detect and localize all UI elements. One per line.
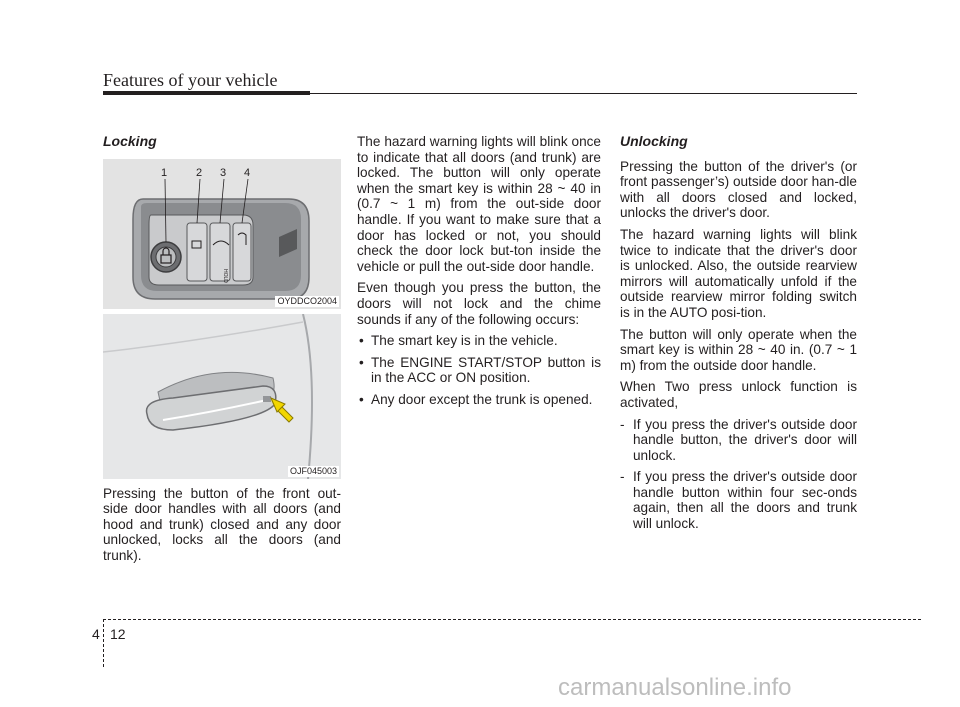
- chapter-number: 4: [92, 626, 100, 642]
- column-1: [103, 134, 341, 570]
- hold-label: HOLD: [222, 268, 228, 283]
- figure-code-handle: OJF045003: [289, 465, 337, 476]
- section-heading-unlocking: Unlocking: [620, 133, 688, 149]
- two-press-unlock-list: [620, 417, 857, 532]
- no-lock-conditions-list: [357, 333, 601, 407]
- header-rule-thin: [310, 93, 857, 94]
- watermark: carmanualsonline.info: [558, 674, 792, 701]
- locking-paragraph: Pressing the button of the front out-side door handles with all doors (and hood and trunk) closed and any door unlocked, locks all the doors (and trunk).: [103, 485, 341, 563]
- no-lock-conditions-paragraph: Even though you press the button, the doors will not lock and the chime sounds if any of the following occurs:: [357, 280, 601, 327]
- unlock-paragraph-4: When Two press unlock function is activated,: [620, 379, 857, 410]
- callout-4: 4: [244, 166, 251, 179]
- smart-key-figure: [103, 159, 341, 309]
- smart-key-illustration: [103, 159, 341, 309]
- column-2: [357, 134, 601, 414]
- unlock-paragraph-2: The hazard warning lights will blink twice to indicate that the driver's door is unlocked. Also, the outside rearview mirrors will automatically unfold if the outside rearview mirror folding switch is in the AUTO posi-tion.: [620, 226, 857, 320]
- list-item: • The smart key is in the vehicle.: [357, 333, 601, 349]
- list-item: • The ENGINE START/STOP button is in the ACC or ON position.: [357, 355, 601, 386]
- callout-3: 3: [220, 166, 227, 179]
- list-item: - If you press the driver's outside door handle button, the driver's door will unlock.: [620, 417, 857, 464]
- list-item: - If you press the driver's outside door handle button within four sec-onds again, then all the doors and trunk will unlock.: [620, 469, 857, 531]
- unlock-paragraph-3: The button will only operate when the smart key is within 28 ~ 40 in. (0.7 ~ 1 m) from the outside door handle.: [620, 326, 857, 373]
- footer-rule: [103, 619, 921, 620]
- door-handle-illustration: [103, 314, 341, 479]
- callout-2: 2: [196, 166, 203, 179]
- hazard-lock-paragraph: The hazard warning lights will blink once to indicate that all doors (and trunk) are locked. The button will only operate when the smart key is within 28 ~ 40 in (0.7 ~ 1 m) from the out-side door handle. If you want to make sure that a door has locked or not, you should check the door lock but-ton inside the vehicle or pull the out-side door handle.: [357, 134, 601, 274]
- callout-1: 1: [161, 166, 168, 179]
- page-header-title: Features of your vehicle: [103, 70, 278, 90]
- door-handle-figure: [103, 314, 341, 479]
- figure-code-key: OYDDCO2004: [277, 295, 337, 306]
- unlock-paragraph-1: Pressing the button of the driver's (or front passenger’s) outside door han-dle with all doors closed and locked, unlocks the driver's door.: [620, 158, 857, 221]
- column-3: [620, 134, 857, 538]
- footer-divider: [103, 619, 104, 667]
- page-number: 12: [110, 626, 126, 642]
- list-item: • Any door except the trunk is opened.: [357, 392, 601, 408]
- section-heading-locking: Locking: [103, 133, 157, 149]
- header-rule-thick: [103, 91, 310, 95]
